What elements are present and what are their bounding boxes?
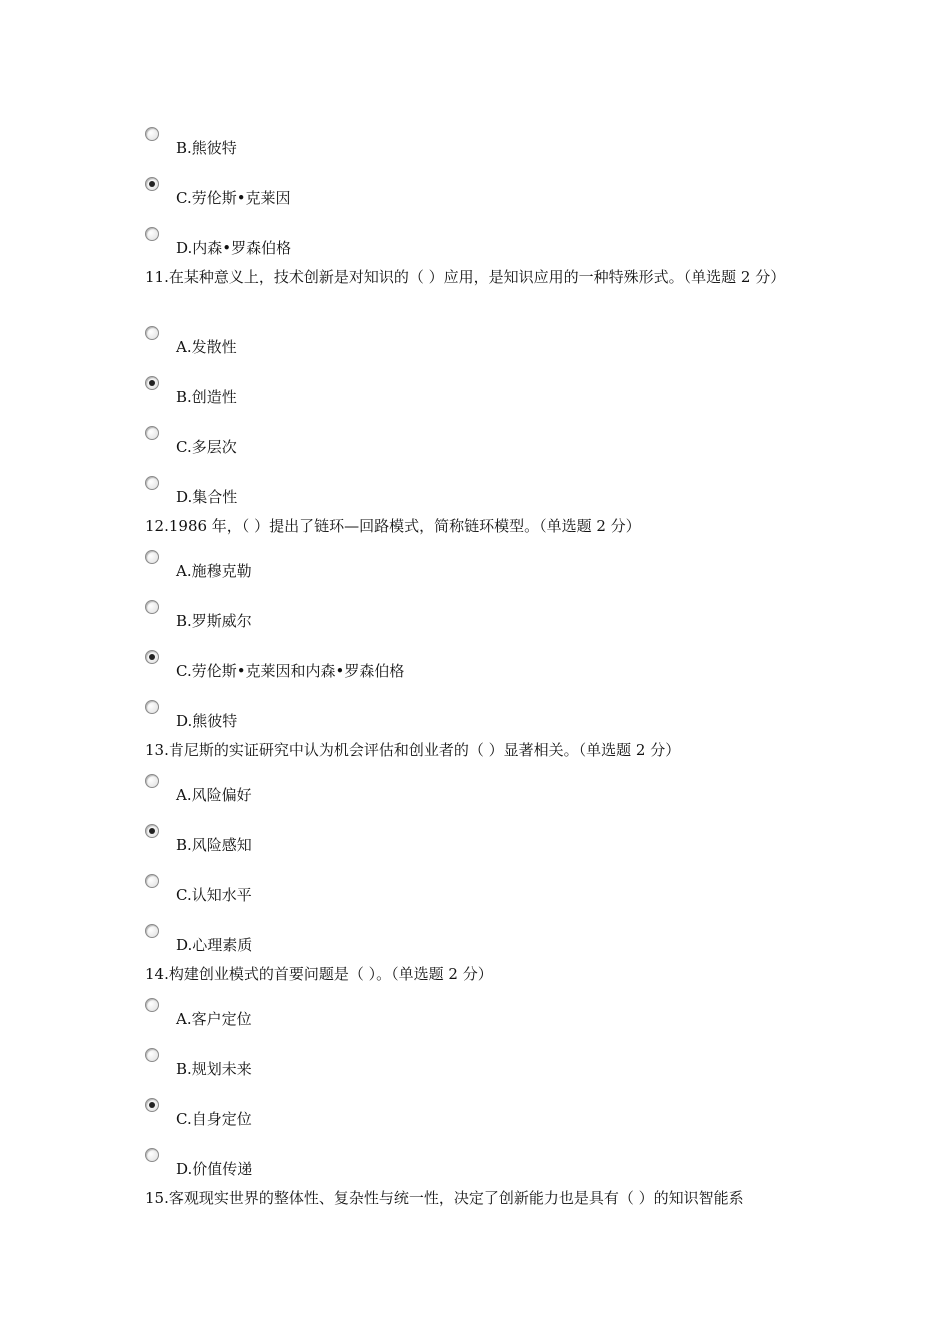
option-label: C.自身定位	[176, 1110, 252, 1128]
radio-button-q12-c[interactable]	[145, 650, 159, 664]
radio-button-q10-b[interactable]	[145, 127, 159, 141]
option-label: D.内森•罗森伯格	[176, 239, 292, 257]
radio-button-q10-c[interactable]	[145, 177, 159, 191]
radio-button-q12-b[interactable]	[145, 600, 159, 614]
option-q13-d[interactable]	[145, 924, 795, 964]
radio-button-q14-a[interactable]	[145, 998, 159, 1012]
radio-button-q14-d[interactable]	[145, 1148, 159, 1162]
option-label: C.多层次	[176, 438, 237, 456]
option-label: D.集合性	[176, 488, 238, 506]
option-label: C.劳伦斯•克莱因和内森•罗森伯格	[176, 662, 405, 680]
option-q12-d[interactable]	[145, 700, 795, 740]
option-q13-a[interactable]	[145, 774, 795, 814]
radio-button-q13-a[interactable]	[145, 774, 159, 788]
radio-button-q11-d[interactable]	[145, 476, 159, 490]
option-label: D.心理素质	[176, 936, 253, 954]
radio-button-q13-b[interactable]	[145, 824, 159, 838]
radio-button-q10-d[interactable]	[145, 227, 159, 241]
radio-button-q12-d[interactable]	[145, 700, 159, 714]
option-q11-d[interactable]	[145, 476, 795, 516]
option-label: B.创造性	[176, 388, 237, 406]
option-q10-d[interactable]	[145, 227, 795, 267]
radio-button-q12-a[interactable]	[145, 550, 159, 564]
option-q12-c[interactable]	[145, 650, 795, 690]
option-label: D.熊彼特	[176, 712, 238, 730]
option-q11-c[interactable]	[145, 426, 795, 466]
option-q14-c[interactable]	[145, 1098, 795, 1138]
option-q14-b[interactable]	[145, 1048, 795, 1088]
option-label: B.罗斯威尔	[176, 612, 252, 630]
option-q12-b[interactable]	[145, 600, 795, 640]
option-label: A.风险偏好	[176, 786, 252, 804]
radio-button-q13-d[interactable]	[145, 924, 159, 938]
option-q11-a[interactable]	[145, 326, 795, 366]
option-label: B.熊彼特	[176, 139, 237, 157]
option-q10-b[interactable]	[145, 127, 795, 167]
question-13-stem: 13.肯尼斯的实证研究中认为机会评估和创业者的（ ）显著相关。（单选题 2 分）	[145, 741, 681, 759]
question-15-stem: 15.客观现实世界的整体性、复杂性与统一性，决定了创新能力也是具有（ ）的知识智能系	[145, 1189, 744, 1207]
option-label: B.规划未来	[176, 1060, 252, 1078]
radio-button-q13-c[interactable]	[145, 874, 159, 888]
radio-button-q11-b[interactable]	[145, 376, 159, 390]
option-label: C.劳伦斯•克莱因	[176, 189, 291, 207]
radio-button-q14-c[interactable]	[145, 1098, 159, 1112]
option-label: A.客户定位	[176, 1010, 252, 1028]
option-label: D.价值传递	[176, 1160, 253, 1178]
option-q11-b[interactable]	[145, 376, 795, 416]
question-14-stem: 14.构建创业模式的首要问题是（ ）。（单选题 2 分）	[145, 965, 493, 983]
option-q13-b[interactable]	[145, 824, 795, 864]
option-label: B.风险感知	[176, 836, 252, 854]
radio-button-q14-b[interactable]	[145, 1048, 159, 1062]
option-q10-c[interactable]	[145, 177, 795, 217]
option-q13-c[interactable]	[145, 874, 795, 914]
option-label: A.施穆克勒	[176, 562, 252, 580]
question-12-stem: 12.1986 年，（ ）提出了链环—回路模式，简称链环模型。（单选题 2 分）	[145, 517, 641, 535]
option-q12-a[interactable]	[145, 550, 795, 590]
radio-button-q11-c[interactable]	[145, 426, 159, 440]
radio-button-q11-a[interactable]	[145, 326, 159, 340]
option-q14-d[interactable]	[145, 1148, 795, 1188]
option-label: A.发散性	[176, 338, 237, 356]
question-11-stem: 11.在某种意义上，技术创新是对知识的（ ）应用，是知识应用的一种特殊形式。（单选题 2 分）	[145, 268, 786, 286]
option-q14-a[interactable]	[145, 998, 795, 1038]
option-label: C.认知水平	[176, 886, 252, 904]
